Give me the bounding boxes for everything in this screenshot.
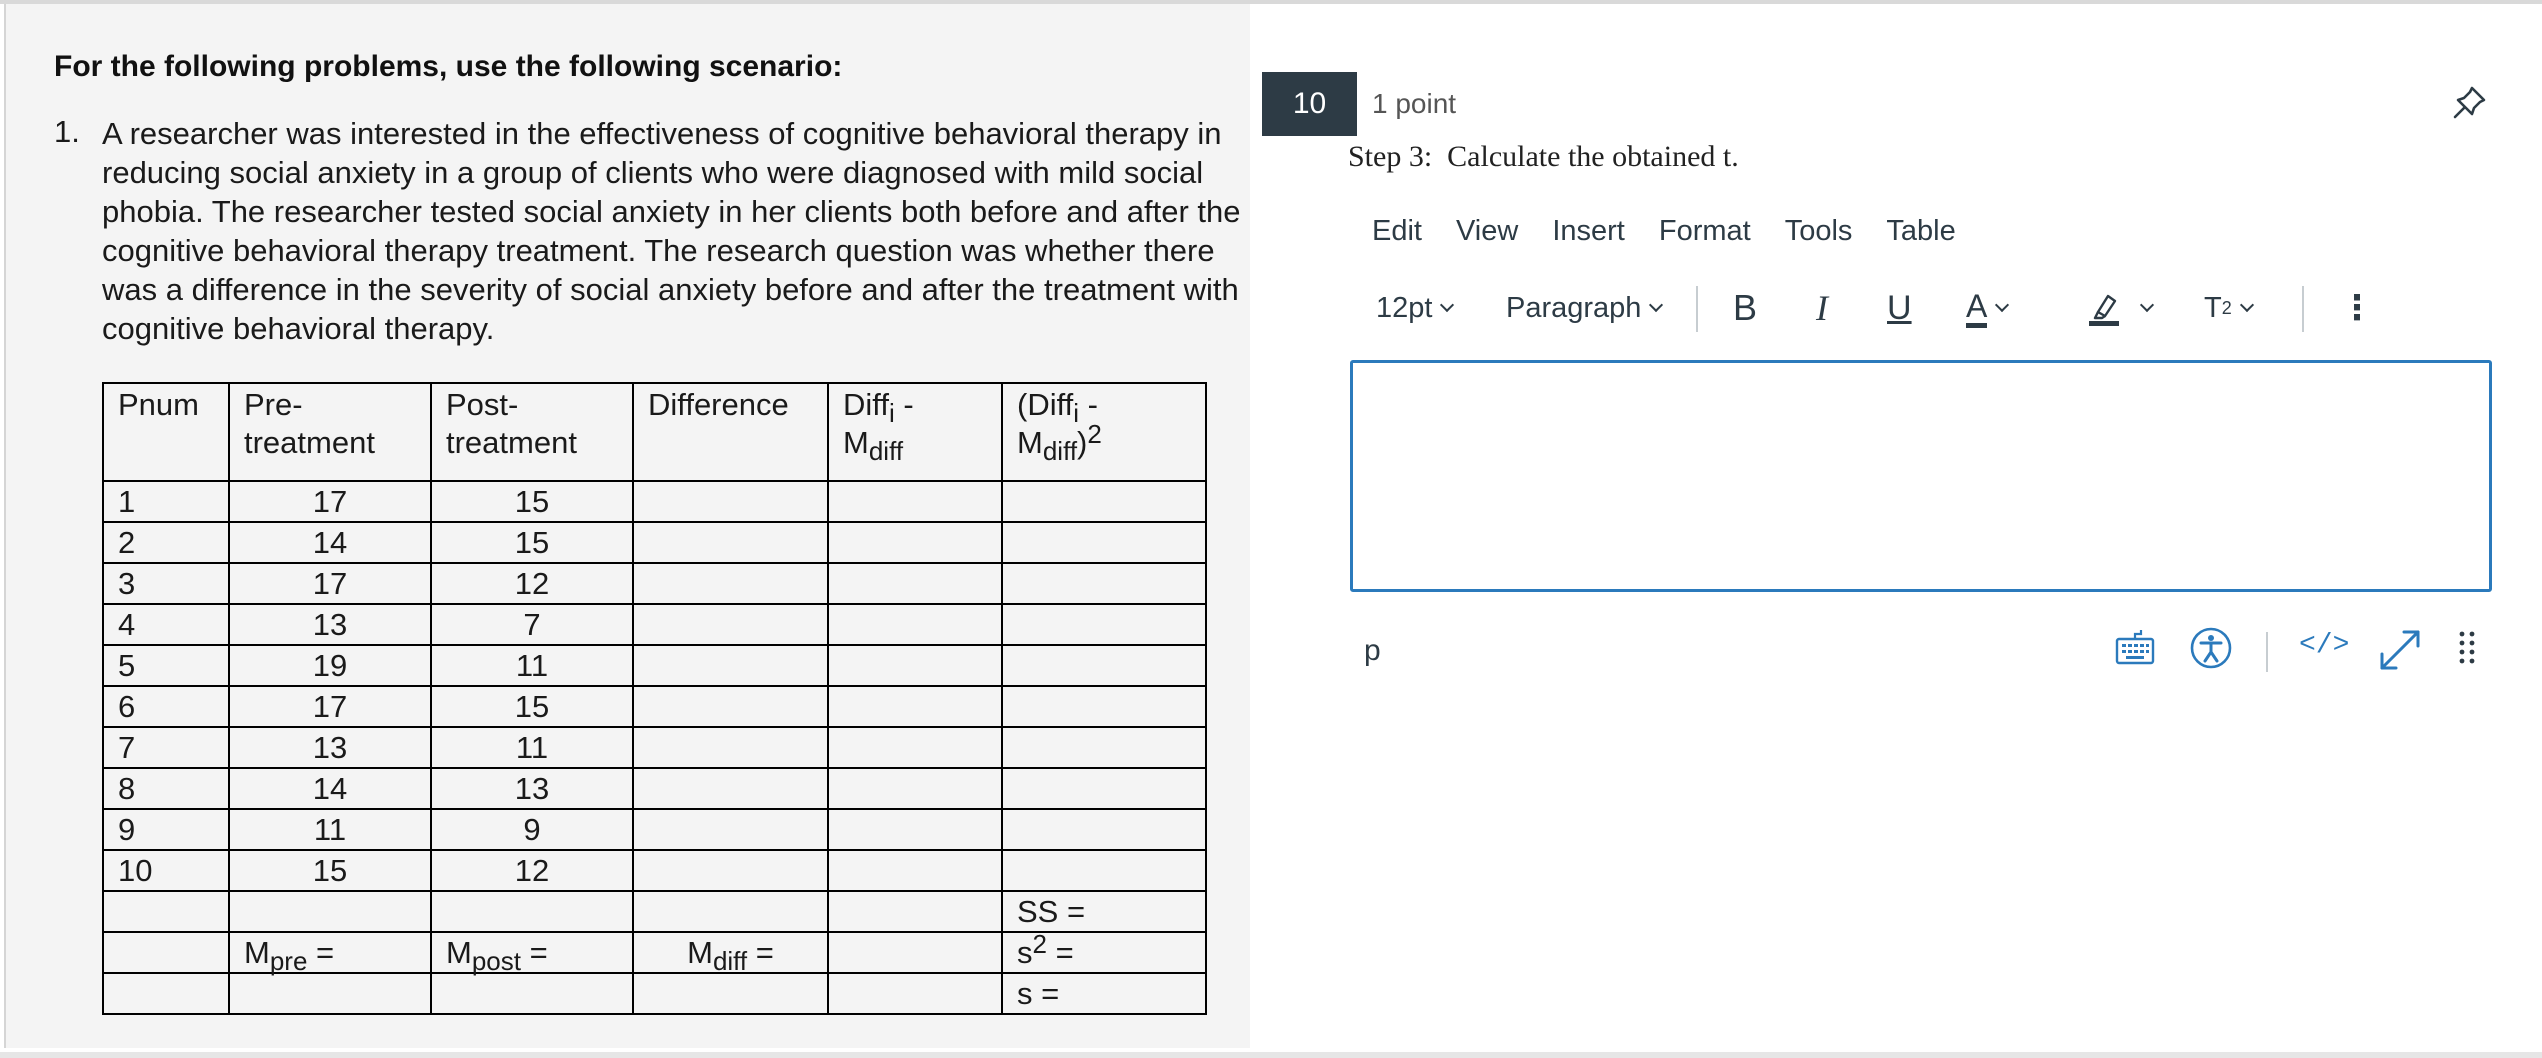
cell-pnum: 9 — [103, 809, 229, 850]
cell-pre: 15 — [229, 850, 431, 891]
cell-pnum: 10 — [103, 850, 229, 891]
highlighter-icon — [2088, 290, 2120, 326]
chevron-down-icon — [2240, 298, 2254, 312]
cell-pnum: 3 — [103, 563, 229, 604]
cell-mean-post: $M_{post}$ = — [431, 932, 633, 973]
status-divider — [2266, 632, 2268, 672]
cell-difference — [633, 727, 828, 768]
cell-pnum: 7 — [103, 727, 229, 768]
resize-handle-icon[interactable] — [2456, 626, 2478, 670]
font-size-select[interactable]: 12pt — [1376, 282, 1452, 334]
cell-deviation — [828, 481, 1002, 522]
cell-pre: 17 — [229, 686, 431, 727]
fullscreen-icon[interactable] — [2376, 626, 2424, 674]
summary-row-means — [103, 932, 1206, 973]
element-path[interactable]: p — [1364, 634, 1381, 667]
more-options-button[interactable]: ⋮ — [2340, 289, 2374, 327]
cell-ss: SS = — [1002, 891, 1206, 932]
cell-squared — [1002, 604, 1206, 645]
cell-pre: 17 — [229, 481, 431, 522]
cell-pre: 14 — [229, 768, 431, 809]
cell-deviation — [828, 727, 1002, 768]
cell-post: 9 — [431, 809, 633, 850]
table-header-row — [103, 383, 1206, 481]
cell-squared — [1002, 727, 1206, 768]
rich-text-editor[interactable] — [1350, 360, 2492, 592]
text-color-button[interactable] — [1966, 282, 2007, 334]
accessibility-icon[interactable] — [2189, 626, 2233, 670]
cell-difference — [633, 809, 828, 850]
editor-menubar — [1372, 215, 1956, 248]
cell-difference — [633, 481, 828, 522]
toolbar-divider — [2302, 286, 2304, 332]
table-row — [103, 563, 1206, 604]
cell-squared — [1002, 481, 1206, 522]
cell-squared — [1002, 809, 1206, 850]
cell-mean-pre: $M_{pre}$ = — [229, 932, 431, 973]
problem-text: A researcher was interested in the effectiveness of cognitive behavioral therapy in reducing social anxiety in a group of clients who were diagnosed with mild social phobia. The researcher tested social anxiety in her clients both before and after the cognitive behavioral therapy treatment. The research question was whether there was a difference in the severity of social anxiety before and after the treatment with cognitive behavioral therapy. — [102, 116, 1241, 346]
table-row — [103, 727, 1206, 768]
cell-pnum: 1 — [103, 481, 229, 522]
cell-variance: $s^2$ = — [1002, 932, 1206, 973]
problem-number: 1. — [54, 114, 80, 149]
text-color-icon: A — [1966, 289, 1987, 328]
cell-squared — [1002, 522, 1206, 563]
chevron-down-icon — [2140, 298, 2154, 312]
cell-deviation — [828, 768, 1002, 809]
header-difference: Difference — [633, 383, 828, 481]
cell-difference — [633, 686, 828, 727]
menu-tools[interactable]: Tools — [1784, 215, 1853, 247]
chevron-down-icon — [1649, 298, 1663, 312]
code-view-button[interactable]: </> — [2299, 630, 2350, 661]
question-prompt: Step 3: Calculate the obtained t. — [1348, 140, 1739, 173]
cell-deviation — [828, 850, 1002, 891]
cell-post: 11 — [431, 727, 633, 768]
cell-difference — [633, 850, 828, 891]
toolbar-divider — [1696, 286, 1698, 332]
cell-post: 15 — [431, 522, 633, 563]
data-table — [102, 382, 1207, 1015]
keyboard-icon[interactable] — [2114, 626, 2156, 668]
cell-pre: 13 — [229, 727, 431, 768]
cell-pnum: 8 — [103, 768, 229, 809]
cell-pnum: 2 — [103, 522, 229, 563]
cell-post: 12 — [431, 563, 633, 604]
cell-difference — [633, 604, 828, 645]
cell-squared — [1002, 850, 1206, 891]
underline-button[interactable]: U — [1887, 288, 1912, 327]
cell-difference — [633, 563, 828, 604]
cell-squared — [1002, 768, 1206, 809]
cell-pre: 13 — [229, 604, 431, 645]
cell-difference — [633, 768, 828, 809]
summary-row-sd — [103, 973, 1206, 1014]
scenario-heading: For the following problems, use the following scenario: — [54, 50, 843, 83]
editor-toolbar — [1376, 282, 2376, 334]
menu-format[interactable]: Format — [1658, 215, 1751, 247]
table-row — [103, 809, 1206, 850]
question-points: 1 point — [1372, 88, 1457, 119]
bottom-border — [0, 1052, 2542, 1058]
table-row — [103, 850, 1206, 891]
table-row — [103, 645, 1206, 686]
chevron-down-icon — [1440, 298, 1454, 312]
menu-edit[interactable]: Edit — [1372, 215, 1422, 247]
cell-pnum: 5 — [103, 645, 229, 686]
header-pnum: Pnum — [103, 383, 229, 481]
header-post-treatment: Post- treatment — [431, 383, 633, 481]
cell-deviation — [828, 522, 1002, 563]
table-row — [103, 604, 1206, 645]
chevron-down-icon — [1995, 298, 2009, 312]
italic-button[interactable]: I — [1816, 288, 1828, 328]
menu-view[interactable]: View — [1455, 215, 1519, 247]
cell-squared — [1002, 563, 1206, 604]
header-squared-deviation: (Diff$_i$ - $M_{diff})^2$ — [1002, 383, 1206, 481]
header-pre-treatment: Pre- treatment — [229, 383, 431, 481]
cell-deviation — [828, 604, 1002, 645]
cell-pre: 14 — [229, 522, 431, 563]
cell-pnum: 6 — [103, 686, 229, 727]
pin-icon[interactable] — [2450, 82, 2490, 122]
table-row — [103, 481, 1206, 522]
cell-squared — [1002, 645, 1206, 686]
passage-panel — [4, 4, 1250, 1048]
summary-row-ss — [103, 891, 1206, 932]
cell-difference — [633, 522, 828, 563]
bold-button[interactable]: B — [1733, 287, 1758, 328]
table-row — [103, 768, 1206, 809]
header-diff-minus-mean: Diff$_i$ - $M_{diff}$ — [828, 383, 1002, 481]
cell-difference — [633, 645, 828, 686]
cell-pre: 17 — [229, 563, 431, 604]
cell-post: 15 — [431, 686, 633, 727]
cell-pnum: 4 — [103, 604, 229, 645]
cell-post: 15 — [431, 481, 633, 522]
menu-insert[interactable]: Insert — [1552, 215, 1625, 247]
highlight-color-button[interactable] — [2088, 282, 2152, 334]
cell-deviation — [828, 563, 1002, 604]
block-format-select[interactable]: Paragraph — [1506, 282, 1661, 334]
cell-post: 13 — [431, 768, 633, 809]
cell-mean-diff: $M_{diff}$ = — [633, 932, 828, 973]
cell-post: 11 — [431, 645, 633, 686]
cell-deviation — [828, 645, 1002, 686]
cell-squared — [1002, 686, 1206, 727]
question-number-badge: 10 — [1262, 72, 1357, 136]
cell-deviation — [828, 686, 1002, 727]
cell-deviation — [828, 809, 1002, 850]
cell-pre: 11 — [229, 809, 431, 850]
cell-sd: s = — [1002, 973, 1206, 1014]
cell-pre: 19 — [229, 645, 431, 686]
table-row — [103, 686, 1206, 727]
table-row — [103, 522, 1206, 563]
cell-post: 12 — [431, 850, 633, 891]
cell-post: 7 — [431, 604, 633, 645]
menu-table[interactable]: Table — [1886, 215, 1956, 247]
superscript-button[interactable]: T 2 — [2204, 282, 2252, 334]
